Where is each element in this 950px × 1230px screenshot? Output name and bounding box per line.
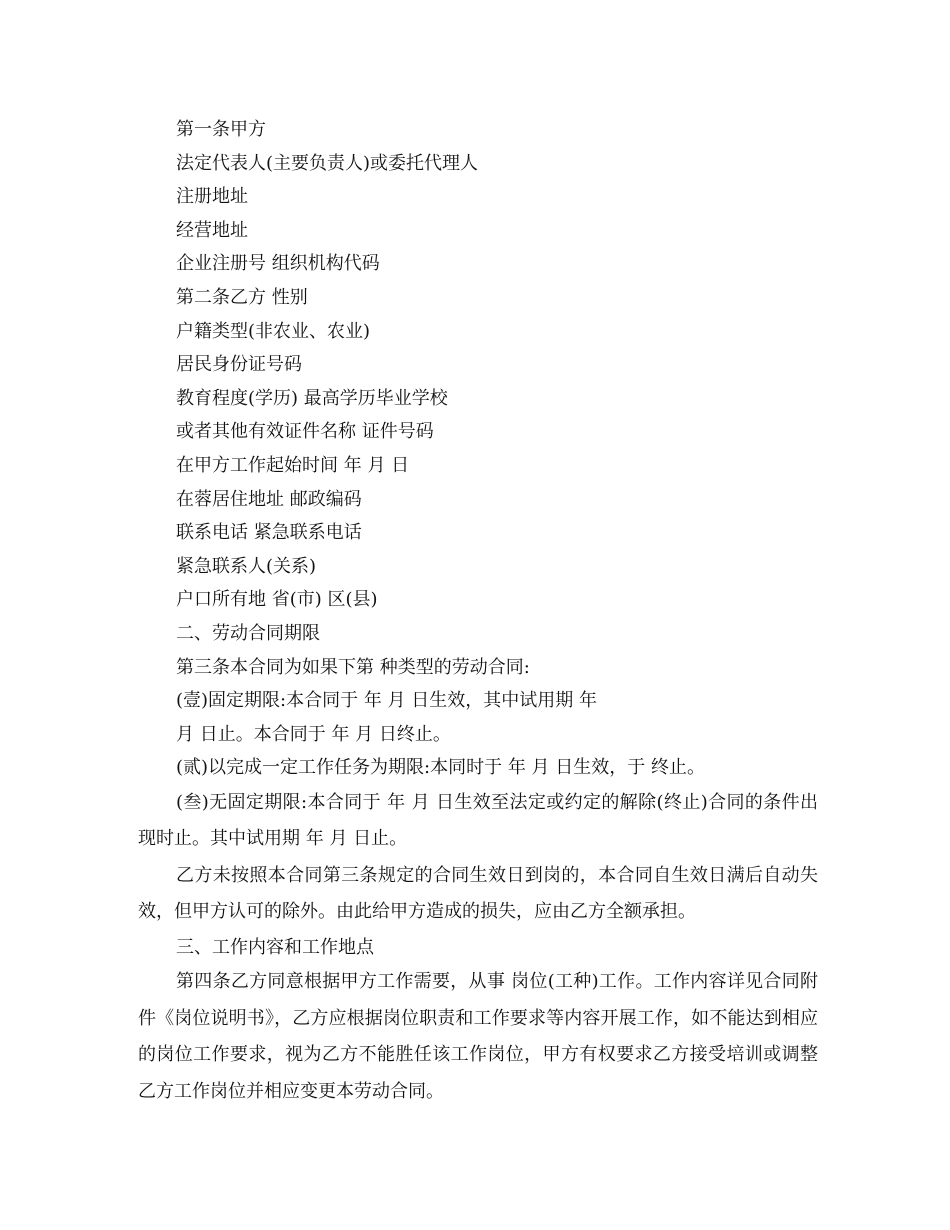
- section-heading: 三、工作内容和工作地点: [176, 936, 374, 958]
- text-line: 法定代表人(主要负责人)或委托代理人: [176, 152, 479, 174]
- text-line: (壹)固定期限:本合同于 年 月 日生效，其中试用期 年: [176, 690, 597, 712]
- text-line: 户籍类型(非农业、农业): [176, 320, 371, 342]
- text-line: 或者其他有效证件名称 证件号码: [176, 421, 434, 443]
- text-line: 第一条甲方: [176, 119, 266, 140]
- text-line: 第二条乙方 性别: [176, 286, 308, 308]
- text-line: 注册地址: [176, 186, 248, 208]
- text-line: 企业注册号 组织机构代码: [176, 253, 380, 275]
- text-line: 在蓉居住地址 邮政编码: [176, 488, 362, 510]
- text-line: (贰)以完成一定工作任务为期限:本同时于 年 月 日生效，于 终止。: [176, 757, 705, 779]
- text-line: 月 日止。本合同于 年 月 日终止。: [176, 723, 451, 745]
- text-line: 户口所有地 省(市) 区(县): [176, 589, 378, 611]
- section-heading: 二、劳动合同期限: [176, 622, 320, 644]
- text-line: 紧急联系人(关系): [176, 555, 317, 577]
- text-line: 经营地址: [176, 219, 248, 241]
- text-line: 第三条本合同为如果下第 种类型的劳动合同:: [176, 656, 530, 678]
- text-line: 教育程度(学历) 最高学历毕业学校: [176, 387, 448, 409]
- paragraph-contract-lapse: 乙方未按照本合同第三条规定的合同生效日到岗的，本合同自生效日满后自动失效，但甲方认可的除外。由此给甲方造成的损失，应由乙方全额承担。: [138, 864, 818, 923]
- paragraph-article-4: 第四条乙方同意根据甲方工作需要，从事 岗位(工种)工作。工作内容详见合同附件《岗位说明书》，乙方应根据岗位职责和工作要求等内容开展工作，如不能达到相应的岗位工作要求，视为乙方不能胜任该工作岗位，甲方有权要求乙方接受培训或调整乙方工作岗位并相应变更本劳动合同。: [138, 971, 818, 1102]
- document-body: [138, 113, 818, 1110]
- paragraph-indefinite-term: (叁)无固定期限:本合同于 年 月 日生效至法定或约定的解除(终止)合同的条件出现时止。其中试用期 年 月 日止。: [138, 791, 818, 850]
- text-line: 在甲方工作起始时间 年 月 日: [176, 454, 410, 476]
- text-line: 居民身份证号码: [176, 354, 302, 376]
- text-line: 联系电话 紧急联系电话: [176, 522, 362, 544]
